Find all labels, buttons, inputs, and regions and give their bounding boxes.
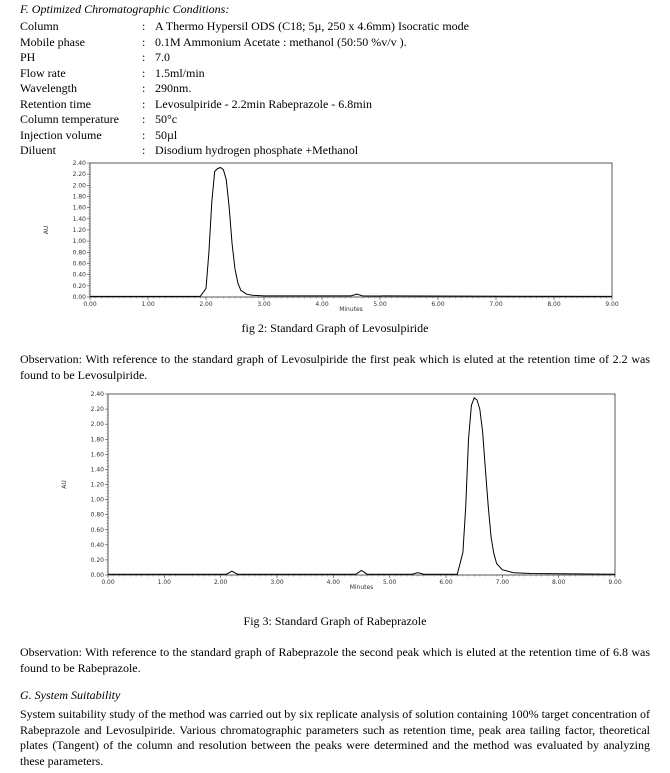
param-value: Levosulpiride - 2.2min Rabeprazole - 6.8min	[155, 96, 372, 111]
fig2-x-tick-label: 6.00	[431, 301, 445, 308]
fig2-x-tick-label: 5.00	[373, 301, 387, 308]
fig2-x-tick-label: 2.00	[199, 301, 213, 308]
param-colon: :	[142, 112, 146, 126]
fig2-y-tick-label: 1.80	[72, 193, 86, 201]
fig3-y-tick-label: 0.20	[90, 556, 104, 564]
param-value: 50°c	[155, 112, 178, 126]
fig3-y-tick-label: 0.80	[90, 511, 104, 519]
fig2-y-tick-label: 2.40	[72, 160, 86, 167]
param-label: Diluent	[20, 143, 56, 157]
fig3-x-axis-label: Minutes	[349, 584, 374, 591]
fig2-y-tick-label: 0.20	[72, 282, 86, 290]
fig2-series-line	[90, 168, 612, 297]
fig3-y-tick-label: 1.40	[90, 466, 104, 474]
param-label: Column temperature	[20, 112, 119, 126]
param-label: Injection volume	[20, 127, 102, 142]
param-value: 1.5ml/min	[155, 65, 205, 80]
fig2-y-tick-label: 2.20	[72, 171, 86, 179]
fig3-y-tick-label: 2.20	[90, 406, 104, 414]
fig2-y-tick-label: 1.00	[72, 238, 86, 246]
param-value: 290nm.	[155, 81, 192, 95]
fig2-x-axis-label: Minutes	[339, 306, 363, 313]
system-suitability-text: System suitability study of the method was carried out by six replicate analysis of solution containing 100% target concentration of Rabeprazole and Levosulpiride. Various chromatographic parameters such as retention time, peak area tailing factor, theoretical plates (Tangent) of the column and resolution between the peaks were determined and the method was evaluated by analyzing these parameters.	[20, 707, 650, 768]
param-label: Mobile phase	[20, 34, 85, 49]
fig2-x-tick-label: 3.00	[257, 301, 271, 308]
section-f-heading: F. Optimized Chromatographic Conditions:	[20, 2, 230, 16]
param-colon: :	[142, 143, 146, 157]
fig2-y-tick-label: 1.60	[72, 204, 86, 212]
fig3-x-tick-label: 2.00	[213, 579, 228, 586]
fig2-x-tick-label: 0.00	[83, 301, 97, 308]
fig3-x-tick-label: 1.00	[157, 579, 172, 586]
fig3-x-tick-label: 7.00	[495, 579, 510, 586]
fig3-y-tick-label: 2.00	[90, 421, 104, 429]
fig2-x-tick-label: 8.00	[547, 301, 561, 308]
section-g-heading: G. System Suitability	[20, 688, 121, 702]
fig2-x-tick-label: 1.00	[141, 301, 155, 308]
fig3-y-tick-label: 1.20	[90, 481, 104, 489]
fig3-y-tick-label: 1.80	[90, 436, 104, 444]
param-colon: :	[142, 127, 146, 142]
fig3-x-tick-label: 4.00	[326, 579, 341, 586]
param-colon: :	[142, 81, 146, 95]
fig2-plot-frame	[90, 163, 612, 297]
param-value: A Thermo Hypersil ODS (C18; 5µ, 250 x 4.6mm) Isocratic mode	[155, 19, 469, 33]
param-value: Disodium hydrogen phosphate +Methanol	[155, 143, 359, 157]
param-label: Flow rate	[20, 65, 66, 80]
fig3-series-line	[108, 398, 615, 574]
fig3-y-axis-label: AU	[61, 480, 68, 489]
fig2-y-tick-label: 0.00	[72, 294, 86, 301]
param-value: 0.1M Ammonium Acetate : methanol (50:50 %v/v ).	[155, 34, 407, 49]
fig3-x-tick-label: 8.00	[551, 579, 566, 586]
fig3-y-tick-label: 1.00	[90, 496, 104, 504]
fig2-y-tick-label: 1.40	[72, 215, 86, 223]
fig3-caption: Fig 3: Standard Graph of Rabeprazole	[243, 614, 427, 628]
observation-rabeprazole: Observation: With reference to the standard graph of Rabeprazole the second peak which is eluted at the retention time of 6.8 was found to be Rabeprazole.	[20, 645, 650, 675]
fig3-x-tick-label: 9.00	[608, 579, 622, 586]
fig3-y-tick-label: 1.60	[90, 451, 104, 459]
param-colon: :	[142, 65, 146, 80]
param-colon: :	[142, 96, 146, 111]
fig3-x-tick-label: 0.00	[101, 579, 115, 586]
fig2-y-axis-label: AU	[43, 225, 50, 235]
param-value: 7.0	[155, 50, 170, 64]
param-label: PH	[20, 50, 36, 64]
fig2-x-tick-label: 7.00	[489, 301, 503, 308]
param-colon: :	[142, 34, 146, 49]
param-colon: :	[142, 50, 146, 64]
fig2-y-tick-label: 2.00	[72, 182, 86, 190]
fig2-y-tick-label: 0.80	[72, 249, 86, 257]
fig3-y-tick-label: 0.40	[90, 541, 104, 549]
fig2-x-tick-label: 9.00	[605, 301, 619, 308]
param-label: Wavelength	[20, 81, 78, 95]
fig2-caption: fig 2: Standard Graph of Levosulpiride	[241, 321, 429, 335]
fig3-plot-frame	[108, 394, 615, 575]
fig3-x-tick-label: 6.00	[439, 579, 453, 586]
param-label: Column	[20, 19, 59, 33]
fig3-y-tick-label: 0.00	[90, 572, 104, 579]
fig2-y-tick-label: 0.60	[72, 260, 86, 268]
param-value: 50µl	[155, 127, 178, 142]
fig3-y-tick-label: 2.40	[90, 391, 104, 398]
fig3-x-tick-label: 3.00	[270, 579, 284, 586]
param-colon: :	[142, 19, 146, 33]
fig3-x-tick-label: 5.00	[382, 579, 397, 586]
param-label: Retention time	[20, 96, 91, 111]
fig2-y-tick-label: 0.40	[72, 271, 86, 279]
observation-levosulpiride: Observation: With reference to the standard graph of Levosulpiride the first peak which is eluted at the retention time of 2.2 was found to be Levosulpiride.	[20, 352, 650, 382]
fig3-y-tick-label: 0.60	[90, 526, 104, 534]
fig2-x-tick-label: 4.00	[315, 301, 329, 308]
fig2-y-tick-label: 1.20	[72, 227, 86, 234]
